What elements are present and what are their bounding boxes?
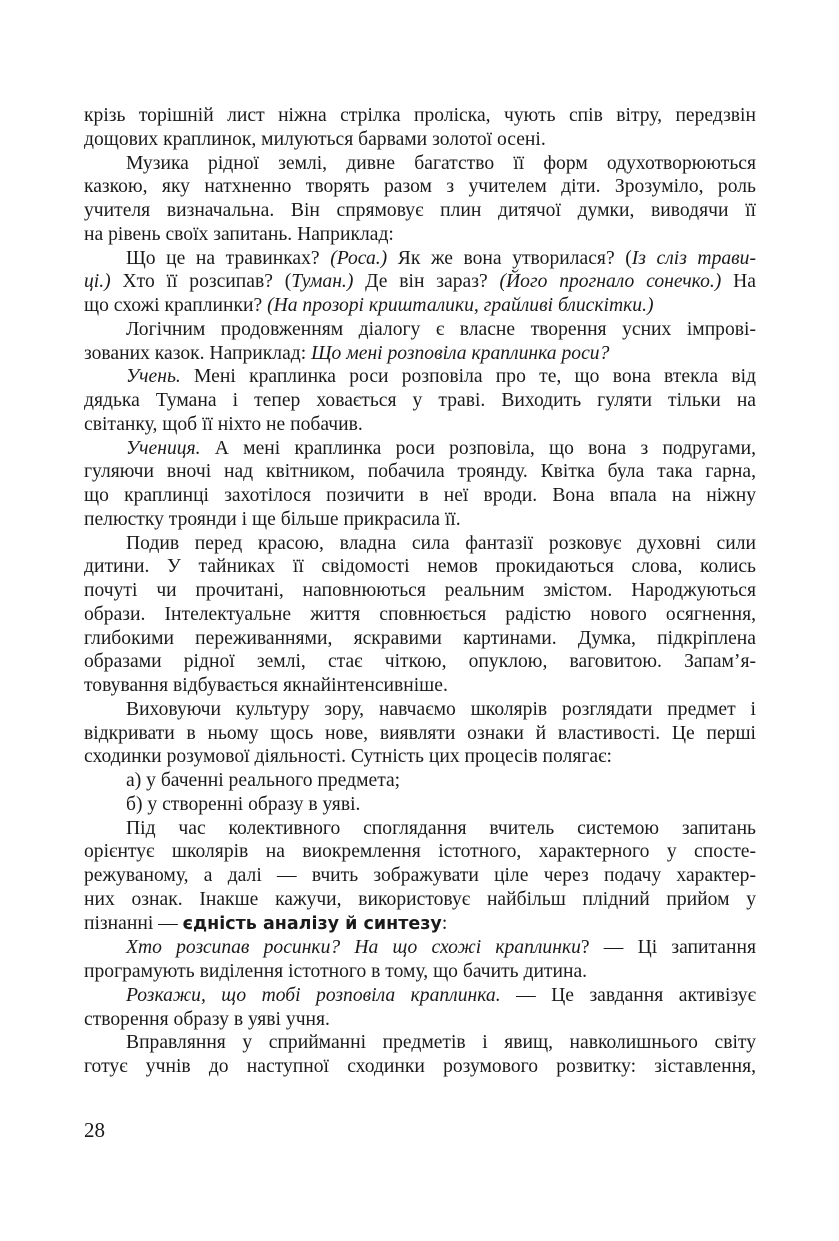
text-line — [84, 888, 756, 912]
text-line — [84, 270, 756, 294]
text-line — [84, 960, 756, 984]
text-line — [84, 484, 756, 508]
italic-text: Розкажи, що тобі розповіла краплинка. — [126, 984, 501, 1006]
text-run: ? — Ці запитання — [580, 937, 756, 959]
text-line — [84, 674, 756, 698]
text-run: образами рідної землі, стає чіткою, опуклою, ваговитою. Запам’я- — [84, 651, 756, 673]
text-run: програмують виділення істотного в тому, що бачить дитина. — [84, 961, 588, 982]
text-line — [84, 698, 756, 722]
text-line — [84, 1031, 756, 1055]
text-run: Логічним продовженням діалогу є власне творення усних імпрові- — [126, 318, 756, 340]
text-line — [84, 532, 756, 556]
text-line — [84, 460, 756, 484]
text-run: них ознак. Інакше кажучи, використовує найбільш плідний прийом у — [84, 888, 756, 910]
text-line — [84, 437, 756, 461]
body-text — [84, 104, 756, 1079]
text-line — [84, 722, 756, 746]
text-run: : — [441, 912, 448, 934]
text-run: глибокими переживаннями, яскравими картинами. Думка, підкріплена — [84, 627, 756, 649]
italic-text: Туман.) — [291, 271, 354, 293]
text-run: Де він зараз? — [353, 271, 500, 293]
text-run: що схожі краплинки? — [84, 295, 268, 316]
text-run: дощових краплинок, милуються барвами золотої осені. — [84, 128, 546, 150]
text-run: Виховуючи культуру зору, навчаємо школярів розглядати предмет і — [126, 698, 756, 720]
text-run: Музика рідної землі, дивне багатство її форм одухотворюються — [126, 152, 756, 174]
text-run: орієнтує школярів на виокремлення істотного, характерного у спосте- — [84, 841, 756, 863]
italic-text: (Його прогнало сонечко.) — [499, 271, 722, 293]
text-run: Мені краплинка роси розповіла про те, що вона втекла від — [180, 366, 756, 388]
text-run: дитини. У тайниках її свідомості немов прокидаються слова, колись — [84, 556, 756, 578]
text-run: почуті чи прочитані, наповнюються реальним змістом. Народжуються — [84, 580, 756, 601]
text-line — [84, 793, 756, 817]
text-run: зованих казок. Наприклад: — [84, 342, 312, 364]
text-run: Як же вона утворилася? ( — [387, 247, 632, 269]
text-line — [84, 912, 756, 937]
text-line — [84, 175, 756, 199]
text-run: відкривати в ньому щось нове, виявляти ознаки й властивості. Це перші — [84, 722, 756, 744]
text-line — [84, 508, 756, 532]
text-run: Що це на травинках? — [126, 247, 331, 269]
text-line — [84, 389, 756, 413]
text-run: крізь торішній лист ніжна стрілка проліска, чують спів вітру, передзвін — [84, 105, 756, 126]
text-run: що краплинці захотілося позичити в неї вроди. Вона впала на ніжну — [84, 485, 756, 506]
italic-text: Хто розсипав росинки? На що схожі краплинки — [126, 937, 581, 959]
text-run: світанку, щоб її ніхто не побачив. — [84, 413, 363, 435]
text-run: а) у баченні реального предмета; — [126, 770, 401, 791]
text-run: Під час колективного споглядання вчитель системою запитань — [126, 817, 756, 839]
text-line — [84, 769, 756, 793]
text-line — [84, 1055, 756, 1079]
text-line — [84, 199, 756, 223]
text-line — [84, 984, 756, 1008]
text-run: товування відбувається якнайінтенсивніше. — [84, 675, 448, 696]
text-run: образи. Інтелектуальне життя сповнюється радістю нового осягнення, — [84, 603, 756, 625]
text-line — [84, 603, 756, 627]
text-line — [84, 152, 756, 176]
text-line — [84, 223, 756, 247]
italic-text: Із сліз трави- — [631, 247, 756, 269]
bold-text: єдність аналізу й синтезу — [182, 913, 442, 934]
text-line — [84, 864, 756, 888]
text-run: Вправляння у сприйманні предметів і явищ, навколишнього світу — [126, 1032, 756, 1054]
text-line — [84, 579, 756, 603]
text-run: дядька Тумана і тепер ховається у траві. Виходить гуляти тільки на — [84, 390, 756, 411]
text-line — [84, 365, 756, 389]
italic-text: Що мені розповіла краплинка роси? — [311, 342, 610, 364]
text-run: Подив перед красою, владна сила фантазії розковує духовні сили — [126, 532, 756, 554]
text-run: сходинки розумової діяльності. Сутність цих процесів полягає: — [84, 746, 612, 768]
text-run: Хто її розсипав? ( — [110, 271, 292, 293]
text-run: гуляючи вночі над квітником, побачила троянду. Квітка була така гарна, — [84, 461, 756, 483]
italic-text: Учень. — [126, 366, 181, 388]
text-run: на рівень своїх запитань. Наприклад: — [84, 223, 394, 245]
text-line — [84, 555, 756, 579]
text-line — [84, 104, 756, 128]
text-run: пелюстку троянди і ще більше прикрасила її. — [84, 508, 461, 530]
text-line — [84, 128, 756, 152]
text-line — [84, 1008, 756, 1032]
text-line — [84, 413, 756, 437]
text-run: А мені краплинка роси розповіла, що вона з подругами, — [200, 437, 756, 459]
text-line — [84, 342, 756, 366]
text-run: учителя визначальна. Він спрямовує плин дитячої думки, виводячи її — [84, 200, 756, 221]
text-line — [84, 294, 756, 318]
text-run: створення образу в уяві учня. — [84, 1008, 330, 1030]
text-line — [84, 247, 756, 271]
italic-text: Учениця. — [126, 437, 201, 459]
text-run: — Це завдання активізує — [500, 984, 756, 1006]
text-line — [84, 318, 756, 342]
text-run: б) у створенні образу в уяві. — [126, 793, 361, 815]
text-run: На — [721, 271, 756, 293]
italic-text: (Роса.) — [330, 247, 388, 269]
text-line — [84, 627, 756, 651]
text-line — [84, 840, 756, 864]
text-line — [84, 817, 756, 841]
text-run: режуваному, а далі — вчить зображувати ціле через подачу характер- — [84, 865, 756, 886]
text-line — [84, 745, 756, 769]
text-line — [84, 650, 756, 674]
italic-text: ці.) — [84, 271, 111, 293]
text-run: готує учнів до наступної сходинки розумового розвитку: зіставлення, — [84, 1056, 756, 1077]
text-run: пізнанні — — [84, 912, 183, 934]
page-number: 28 — [84, 1118, 105, 1142]
text-line — [84, 936, 756, 960]
italic-text: (На прозорі кришталики, грайливі блискітки.) — [267, 295, 654, 316]
text-run: казкою, яку натхненно творять разом з учителем діти. Зрозуміло, роль — [84, 176, 756, 198]
